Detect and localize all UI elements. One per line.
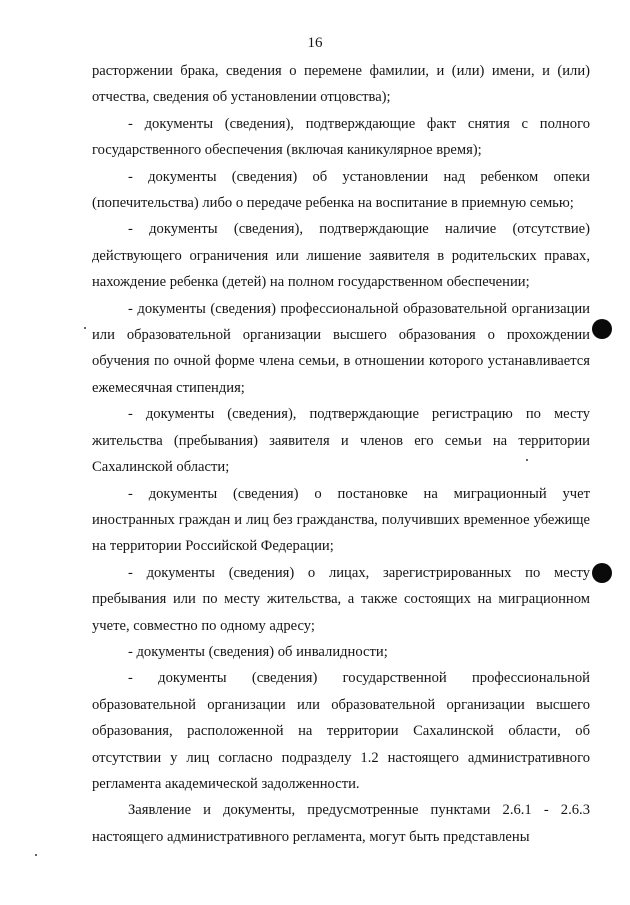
document-body	[92, 58, 590, 850]
paragraph: - документы (сведения), подтверждающие факт снятия с полного государственного обеспечения (включая каникулярное время);	[92, 115, 590, 159]
binder-hole-lower	[592, 563, 612, 583]
paragraph: - документы (сведения), подтверждающие регистрацию по месту жительства (пребывания) заявителя и членов его семьи на территории Сахалинской области;	[92, 406, 590, 476]
scan-speck	[526, 459, 528, 461]
scan-speck	[84, 327, 86, 329]
paragraph: - документы (сведения) об инвалидности;	[128, 643, 388, 660]
paragraph: - документы (сведения) о постановке на миграционный учет иностранных граждан и лиц без гражданства, получивших временное убежище на территории Российской Федерации;	[92, 485, 590, 555]
paragraph: - документы (сведения), подтверждающие наличие (отсутствие) действующего ограничения или лишение заявителя в родительских правах, нахождение ребенка (детей) на полном государственном обеспечении;	[92, 221, 590, 291]
paragraph: расторжении брака, сведения о перемене фамилии, и (или) имени, и (или) отчества, сведения об установлении отцовства);	[92, 63, 590, 106]
paragraph: - документы (сведения) об установлении над ребенком опеки (попечительства) либо о передаче ребенка на воспитание в приемную семью;	[92, 168, 590, 212]
paragraph: - документы (сведения) государственной профессиональной образовательной организации или образовательной организации высшего образования, расположенной на территории Сахалинской области, об отсутствии у лиц согласно подразделу 1.2 настоящего административного регламента академической задолженности.	[92, 670, 590, 792]
paragraph: - документы (сведения) о лицах, зарегистрированных по месту пребывания или по месту жительства, а также состоящих на миграционном учете, совместно по одному адресу;	[92, 564, 590, 634]
paragraph: - документы (сведения) профессиональной образовательной организации или образовательной организации высшего образования о прохождении обучения по очной форме члена семьи, в отношении которого устанавливается ежемесячная стипендия;	[92, 300, 590, 396]
scan-speck	[35, 854, 37, 856]
paragraph: Заявление и документы, предусмотренные пунктами 2.6.1 - 2.6.3 настоящего административного регламента, могут быть представлены	[92, 802, 590, 845]
page-number: 16	[307, 35, 323, 51]
binder-hole-upper	[592, 319, 612, 339]
